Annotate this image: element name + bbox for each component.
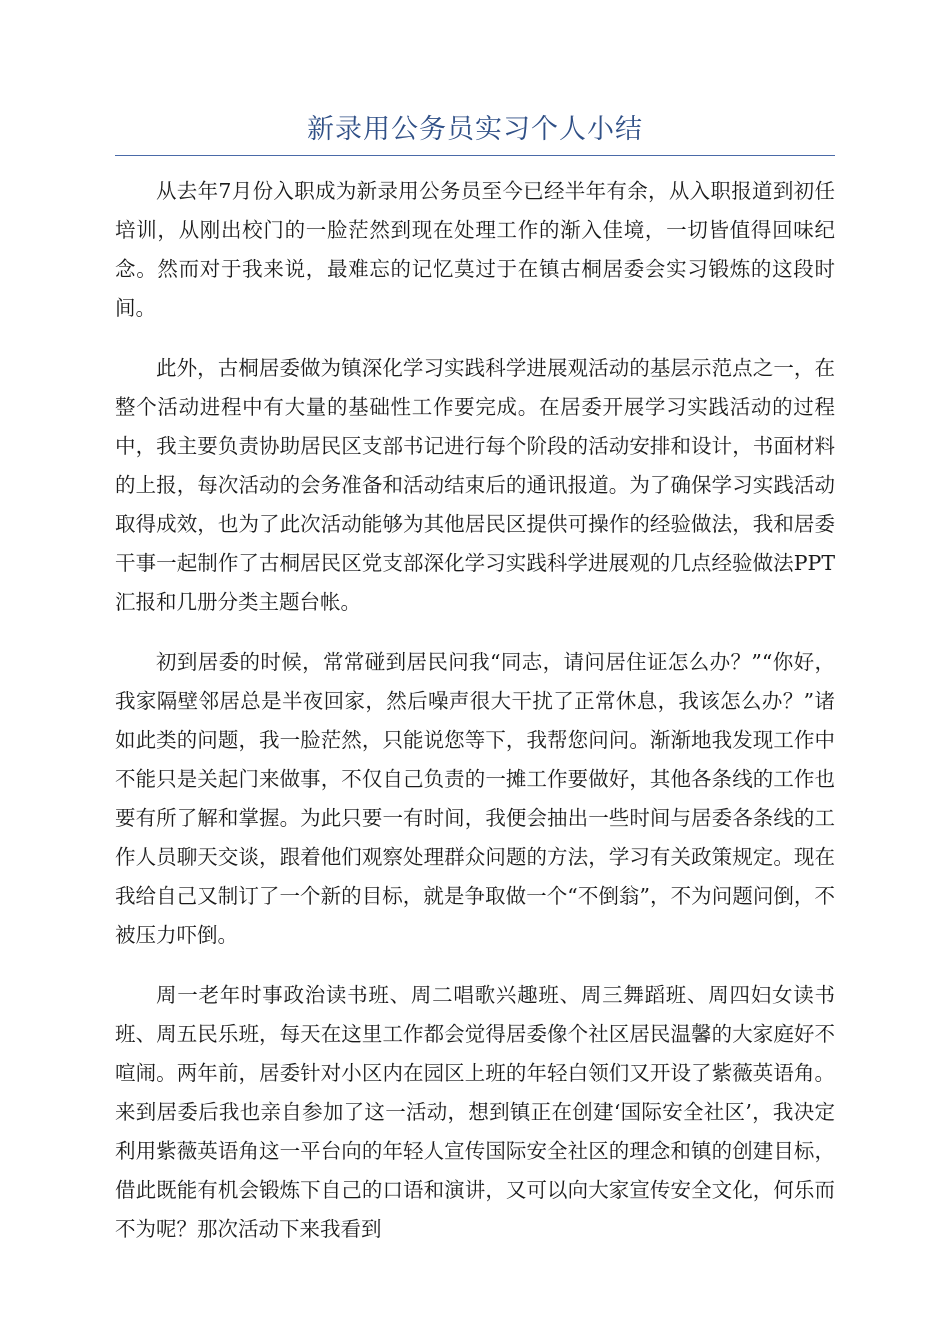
- document-title: 新录用公务员实习个人小结: [307, 114, 643, 145]
- paragraph-1: 从去年7月份入职成为新录用公务员至今已经半年有余，从入职报道到初任培训，从刚出校门的一脸茫然到现在处理工作的渐入佳境，一切皆值得回味纪念。然而对于我来说，最难忘的记忆莫过于在镇古桐居委会实习锻炼的这段时间。: [115, 179, 835, 320]
- paragraph-4: 周一老年时事政治读书班、周二唱歌兴趣班、周三舞蹈班、周四妇女读书班、周五民乐班，每天在这里工作都会觉得居委像个社区居民温馨的大家庭好不喧闹。两年前，居委针对小区内在园区上班的年轻白领们又开设了紫薇英语角。来到居委后我也亲自参加了这一活动，想到镇正在创建‘国际安全社区’，我决定利用紫薇英语角这一平台向的年轻人宣传国际安全社区的理念和镇的创建目标，借此既能有机会锻炼下自己的口语和演讲，又可以向大家宣传安全文化，何乐而不为呢？那次活动下来我看到: [115, 983, 835, 1241]
- title-underline: [115, 155, 835, 156]
- document-body: [115, 172, 835, 1270]
- paragraph-3: 初到居委的时候，常常碰到居民问我“同志，请问居住证怎么办？”“你好，我家隔壁邻居总是半夜回家，然后噪声很大干扰了正常休息，我该怎么办？”诸如此类的问题，我一脸茫然，只能说您等下，我帮您问问。渐渐地我发现工作中不能只是关起门来做事，不仅自己负责的一摊工作要做好，其他各条线的工作也要有所了解和掌握。为此只要一有时间，我便会抽出一些时间与居委各条线的工作人员聊天交谈，跟着他们观察处理群众问题的方法，学习有关政策规定。现在我给自己又制订了一个新的目标，就是争取做一个“不倒翁”，不为问题问倒，不被压力吓倒。: [115, 650, 835, 947]
- paragraph-2: 此外，古桐居委做为镇深化学习实践科学进展观活动的基层示范点之一，在整个活动进程中有大量的基础性工作要完成。在居委开展学习实践活动的过程中，我主要负责协助居民区支部书记进行每个阶段的活动安排和设计，书面材料的上报，每次活动的会务准备和活动结束后的通讯报道。为了确保学习实践活动取得成效，也为了此次活动能够为其他居民区提供可操作的经验做法，我和居委干事一起制作了古桐居民区党支部深化学习实践科学进展观的几点经验做法PPT汇报和几册分类主题台帐。: [115, 356, 835, 614]
